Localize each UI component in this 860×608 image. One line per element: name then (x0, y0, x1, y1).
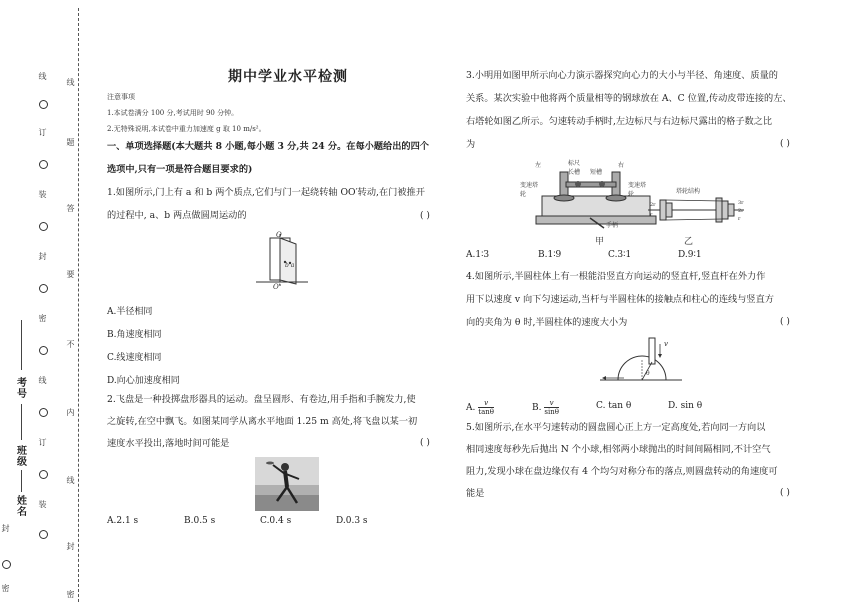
q1-option-d[interactable]: D.向心加速度相同 (107, 376, 180, 386)
q5-stem-line4: 能是 (466, 488, 485, 499)
theta-label: θ (646, 370, 650, 377)
q1-option-b[interactable]: B.角速度相同 (107, 330, 162, 340)
gutter-char: 线 (66, 78, 75, 87)
figure-jia-label: 甲 (595, 237, 605, 247)
class-label: 班级 (17, 446, 27, 468)
q4-a-numerator: v (478, 399, 494, 408)
gutter-char: 装 (38, 190, 47, 199)
q3-option-d[interactable]: D.9∶1 (678, 250, 702, 260)
gutter-char: 封 (66, 542, 75, 551)
q2-option-a[interactable]: A.2.1 s (107, 516, 139, 526)
q2-stem-line3: 速度水平投出,落地时间可能是 (107, 438, 230, 449)
page-title: 期中学业水平检测 (228, 69, 348, 85)
q2-answer-bracket: ( ) (420, 438, 430, 448)
pulley-structure-label: 塔轮结构 (676, 188, 701, 195)
q1-answer-bracket: ( ) (420, 211, 430, 221)
q2-option-b[interactable]: B.0.5 s (184, 516, 216, 526)
pulley-r-label-5: r (738, 216, 741, 222)
door-label-ab: b a (285, 262, 295, 269)
exam-id-label: 考号 (17, 378, 27, 400)
q4-b-numerator: v (544, 399, 559, 408)
notice-item-1: 1.本试卷满分 100 分,考试用时 90 分钟。 (107, 109, 239, 117)
gutter-edge-char: 密 (1, 584, 10, 593)
semicylinder-rod-figure (598, 334, 684, 388)
gutter-char: 不 (66, 340, 75, 349)
gutter-char: 密 (66, 590, 75, 599)
gutter-circle (39, 284, 48, 293)
q1-option-c[interactable]: C.线速度相同 (107, 353, 162, 363)
pulley-r-label-3: 3r (738, 200, 744, 206)
q3-stem-line1: 3.小明用如图甲所示向心力演示器探究向心力的大小与半径、角速度、质量的 (466, 70, 778, 81)
gutter-char: 装 (38, 500, 47, 509)
q1-stem-line2: 的过程中, a、b 两点做圆周运动的 (107, 210, 247, 221)
q5-stem-line1: 5.如图所示,在水平匀速转动的圆盘圆心正上方一定高度处,若向同一方向以 (466, 422, 766, 433)
q4-b-denominator: sinθ (544, 408, 559, 416)
gutter-circle (2, 560, 11, 569)
q4-a-denominator: tanθ (478, 408, 494, 416)
q2-stem-line1: 2.飞盘是一种投掷盘形器具的运动。盘呈圆形、有卷边,用手指和手腕发力,使 (107, 394, 416, 405)
q3-option-a[interactable]: A.1∶3 (466, 250, 490, 260)
gutter-char: 线 (38, 376, 47, 385)
door-label-o-prime: O′ (273, 283, 281, 291)
pulley-r-label-2: r (650, 212, 653, 218)
q3-option-c[interactable]: C.3∶1 (608, 250, 632, 260)
section-heading-line2: 选项中,只有一项是符合题目要求的) (107, 164, 253, 175)
gutter-circle (39, 346, 48, 355)
pulley-r-label-1: 2r (650, 202, 656, 208)
gutter-circle (39, 100, 48, 109)
gutter-circle (39, 530, 48, 539)
q4-answer-bracket: ( ) (780, 317, 790, 327)
binding-gutter (0, 0, 92, 608)
gutter-char: 密 (38, 314, 47, 323)
apparatus-label-right: 右 (618, 162, 625, 169)
apparatus-label-left: 左 (535, 162, 542, 169)
gutter-circle (39, 470, 48, 479)
frisbee-photo (255, 457, 319, 511)
gutter-char: 线 (66, 476, 75, 485)
q3-stem-line4: 为 (466, 139, 476, 150)
gutter-circle (39, 160, 48, 169)
q4-option-d[interactable]: D. sin θ (668, 401, 703, 411)
door-figure (252, 228, 312, 292)
gutter-circle (39, 222, 48, 231)
gutter-char: 要 (66, 270, 75, 279)
figure-yi-label: 乙 (684, 237, 694, 247)
q4-option-b[interactable] (532, 399, 559, 416)
q4-option-a-prefix: A. (466, 403, 476, 413)
gutter-char: 封 (38, 252, 47, 261)
apparatus-label-variable-right: 变速塔轮 (628, 182, 647, 198)
pulley-structure-figure (646, 190, 746, 230)
q3-answer-bracket: ( ) (780, 139, 790, 149)
q5-answer-bracket: ( ) (780, 488, 790, 498)
apparatus-label-handle: 手柄 (606, 222, 619, 229)
rod-velocity-label: v (664, 340, 668, 348)
gutter-char: 题 (66, 138, 75, 147)
q5-stem-line2: 相同速度每秒先后抛出 N 个小球,相邻两小球抛出的时间间隔相同,不计空气 (466, 444, 771, 455)
notice-heading: 注意事项 (107, 93, 135, 101)
gutter-char: 订 (38, 128, 47, 137)
apparatus-label-long-slot: 长槽 (568, 169, 581, 176)
q2-stem-line2: 之旋转,在空中飘飞。如图某同学从离水平地面 1.25 m 高处,将飞盘以某一初 (107, 416, 418, 427)
gutter-char: 答 (66, 204, 75, 213)
q1-stem-line1: 1.如图所示,门上有 a 和 b 两个质点,它们与门一起绕转轴 OO′转动,在门被推开 (107, 187, 425, 198)
gutter-char: 订 (38, 438, 47, 447)
q4-stem-line1: 4.如图所示,半圆柱体上有一根能沿竖直方向运动的竖直杆,竖直杆在外力作 (466, 271, 766, 282)
name-line (21, 470, 22, 492)
gutter-edge-char: 封 (1, 524, 10, 533)
apparatus-label-variable-left: 变速塔轮 (520, 182, 539, 198)
gutter-char: 内 (66, 408, 75, 417)
q4-option-a[interactable] (466, 399, 494, 416)
notice-item-2: 2.无特殊说明,本试卷中重力加速度 g 取 10 m/s²。 (107, 125, 266, 133)
gutter-circle (39, 408, 48, 417)
door-label-o: O (276, 231, 282, 239)
q2-option-d[interactable]: D.0.3 s (336, 516, 368, 526)
q1-option-a[interactable]: A.半径相同 (107, 307, 153, 317)
class-line (21, 404, 22, 440)
apparatus-label-short-slot: 短槽 (590, 169, 603, 176)
pulley-r-label-4: 2r (738, 208, 744, 214)
q3-stem-line3: 右塔轮如图乙所示。匀速转动手柄时,左边标尺与右边标尺露出的格子数之比 (466, 116, 773, 127)
q4-stem-line2: 用下以速度 v 向下匀速运动,当杆与半圆柱体的接触点和柱心的连线与竖直方 (466, 294, 774, 305)
q3-option-b[interactable]: B.1∶9 (538, 250, 562, 260)
name-label: 姓名 (17, 496, 27, 518)
q5-stem-line3: 阻力,发现小球在盘边缘仅有 4 个均匀对称分布的落点,则圆盘转动的角速度可 (466, 466, 778, 477)
q3-stem-line2: 关系。某次实验中他将两个质量相等的钢球放在 A、C 位置,传动皮带连接的左、 (466, 93, 792, 104)
q4-option-c[interactable]: C. tan θ (596, 401, 632, 411)
q4-stem-line3: 向的夹角为 θ 时,半圆柱体的速度大小为 (466, 317, 628, 328)
cut-line (78, 8, 80, 602)
apparatus-label-scale: 标尺 (568, 160, 581, 167)
gutter-char: 线 (38, 72, 47, 81)
q2-option-c[interactable]: C.0.4 s (260, 516, 292, 526)
section-heading-line1: 一、单项选择题(本大题共 8 小题,每小题 3 分,共 24 分。在每小题给出的四个 (107, 141, 429, 152)
q4-option-b-prefix: B. (532, 403, 542, 413)
exam-id-line (21, 320, 22, 370)
